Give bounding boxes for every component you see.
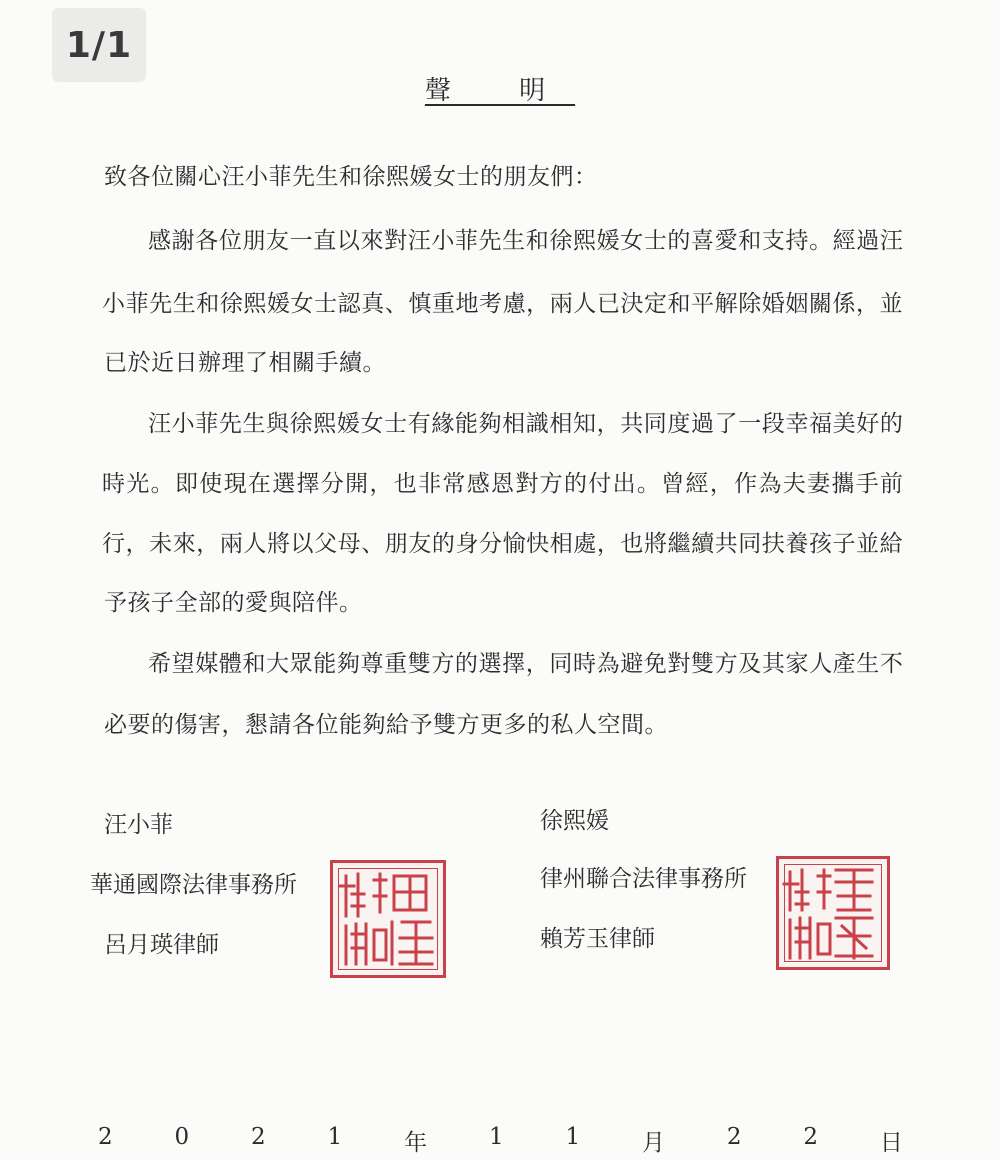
- char: 汪: [148, 411, 171, 437]
- char: 一: [738, 411, 762, 437]
- char: 扶: [761, 531, 785, 557]
- char: 現: [223, 471, 247, 497]
- char: 平: [691, 291, 715, 317]
- char: 將: [266, 531, 290, 557]
- char: 。: [636, 471, 660, 497]
- page-counter-badge: 1/1: [52, 8, 146, 82]
- char: 一: [289, 228, 313, 254]
- char: 菲: [454, 228, 478, 254]
- char: 解: [714, 291, 738, 317]
- char: 的: [431, 531, 455, 557]
- paragraph3-line1: [148, 645, 903, 678]
- char: 免: [643, 651, 667, 677]
- char: 媛: [266, 291, 290, 317]
- char: 避: [620, 651, 644, 677]
- char: 菲: [125, 291, 149, 317]
- char: 的: [879, 411, 903, 437]
- paragraph1-line2: [102, 285, 903, 318]
- char: 為: [758, 471, 782, 497]
- char: 父: [314, 531, 338, 557]
- char: 識: [525, 411, 549, 437]
- char: 了: [714, 411, 738, 437]
- char: 過: [856, 228, 880, 254]
- char: 經: [685, 471, 709, 497]
- char: ，: [526, 291, 550, 317]
- char: 開: [345, 471, 369, 497]
- char: 菲: [195, 411, 219, 437]
- char: 士: [384, 411, 408, 437]
- char: ，: [369, 471, 393, 497]
- date-char: 2: [803, 1124, 818, 1150]
- signatory-right-name: 徐熙媛: [540, 808, 609, 834]
- signatory-left-lawyer: 呂月瑛律師: [104, 932, 219, 958]
- date-char: 日: [879, 1130, 903, 1156]
- signatory-left-name: 汪小菲: [104, 812, 173, 838]
- char: 經: [832, 228, 856, 254]
- char: 持: [785, 228, 809, 254]
- char: 關: [808, 291, 832, 317]
- char: 的: [563, 471, 587, 497]
- char: 支: [761, 228, 785, 254]
- char: 對: [384, 228, 408, 254]
- char: 知: [572, 411, 596, 437]
- char: 行: [102, 531, 125, 557]
- char: 能: [313, 651, 337, 677]
- char: 分: [479, 531, 502, 557]
- signatory-left-firm: 華通國際法律事務所: [90, 872, 297, 898]
- char: 眾: [289, 651, 313, 677]
- char: 共: [714, 531, 738, 557]
- char: ，: [709, 471, 733, 497]
- char: 也: [620, 531, 644, 557]
- char: 並: [879, 291, 903, 317]
- char: 定: [643, 291, 667, 317]
- char: 同: [549, 651, 573, 677]
- paragraph2-line3: [102, 525, 903, 558]
- lawyer-seal-left: [330, 860, 446, 978]
- char: 希: [148, 651, 171, 677]
- char: 係: [832, 291, 856, 317]
- char: 媒: [195, 651, 219, 677]
- char: 對: [515, 471, 539, 497]
- char: 雙: [691, 651, 715, 677]
- char: 作: [734, 471, 758, 497]
- char: 身: [455, 531, 479, 557]
- char: 和: [667, 291, 691, 317]
- date-char: 2: [98, 1124, 113, 1150]
- char: 熙: [572, 228, 596, 254]
- char: 尊: [360, 651, 384, 677]
- date-char: 年: [404, 1130, 428, 1156]
- char: 小: [171, 411, 195, 437]
- char: 來: [172, 531, 196, 557]
- char: 體: [218, 651, 242, 677]
- char: 攜: [831, 471, 855, 497]
- char: 為: [596, 651, 620, 677]
- char: 重: [384, 651, 408, 677]
- char: ，: [125, 531, 149, 557]
- char: 媛: [336, 411, 360, 437]
- char: 處: [573, 531, 597, 557]
- char: 恩: [491, 471, 514, 497]
- salutation: 致各位關心汪小菲先生和徐熙媛女士的朋友們：: [104, 164, 598, 190]
- char: 時: [102, 471, 125, 497]
- lawyer-seal-right: [776, 856, 890, 970]
- char: 徐: [549, 228, 573, 254]
- char: 生: [856, 651, 880, 677]
- char: 決: [620, 291, 644, 317]
- char: 。: [150, 471, 174, 497]
- char: 謝: [171, 228, 195, 254]
- char: 以: [336, 228, 360, 254]
- char: 和: [242, 651, 266, 677]
- signatory-right-firm: 律州聯合法律事務所: [540, 866, 747, 892]
- char: 使: [199, 471, 223, 497]
- char: 小: [431, 228, 455, 254]
- char: 感: [466, 471, 490, 497]
- char: 女: [360, 411, 384, 437]
- date-char: 2: [251, 1124, 266, 1150]
- char: 先: [149, 291, 173, 317]
- char: 女: [620, 228, 644, 254]
- char: 續: [691, 531, 715, 557]
- char: 能: [454, 411, 478, 437]
- char: 媛: [596, 228, 620, 254]
- char: 夫: [782, 471, 806, 497]
- char: 兩: [549, 291, 573, 317]
- char: 生: [172, 291, 196, 317]
- char: 相: [502, 411, 526, 437]
- char: 緣: [431, 411, 455, 437]
- char: 人: [573, 291, 597, 317]
- char: 徐: [219, 291, 243, 317]
- document-date: [98, 1124, 903, 1158]
- char: 先: [478, 228, 502, 254]
- char: 度: [667, 411, 691, 437]
- char: 付: [588, 471, 612, 497]
- char: 方: [431, 651, 455, 677]
- char: 擇: [296, 471, 320, 497]
- char: 愉: [502, 531, 526, 557]
- char: 繼: [667, 531, 691, 557]
- char: 考: [479, 291, 502, 317]
- char: 位: [218, 228, 242, 254]
- char: ，: [856, 291, 879, 317]
- char: 及: [738, 651, 762, 677]
- char: 方: [714, 651, 738, 677]
- char: 生: [242, 411, 266, 437]
- char: 家: [785, 651, 809, 677]
- char: 女: [290, 291, 314, 317]
- char: 非: [418, 471, 442, 497]
- char: 重: [431, 291, 455, 317]
- char: 認: [337, 291, 361, 317]
- char: 除: [738, 291, 762, 317]
- date-char: 1: [488, 1124, 504, 1150]
- char: 共: [620, 411, 644, 437]
- char: 友: [408, 531, 432, 557]
- char: 也: [393, 471, 417, 497]
- char: 熙: [243, 291, 267, 317]
- char: 、: [384, 291, 408, 317]
- char: 人: [809, 651, 833, 677]
- char: 先: [218, 411, 242, 437]
- char: 有: [407, 411, 431, 437]
- char: 福: [809, 411, 833, 437]
- char: 常: [442, 471, 466, 497]
- char: 並: [856, 531, 879, 557]
- char: 以: [290, 531, 314, 557]
- paragraph1-line3: 已於近日辦理了相關手續。: [104, 350, 386, 376]
- paragraph1-line1: [148, 222, 903, 255]
- char: 婚: [761, 291, 785, 317]
- paragraph2-line1: [148, 405, 903, 438]
- char: 的: [454, 651, 478, 677]
- char: 光: [126, 471, 150, 497]
- char: 分: [320, 471, 344, 497]
- char: 望: [171, 651, 195, 677]
- char: 愛: [714, 228, 738, 254]
- char: 同: [738, 531, 762, 557]
- char: 擇: [502, 651, 526, 677]
- char: 孩: [808, 531, 832, 557]
- char: 妻: [807, 471, 831, 497]
- char: 段: [761, 411, 785, 437]
- paragraph2-line4: 予孩子全部的愛與陪伴。: [104, 590, 363, 616]
- char: 人: [243, 531, 267, 557]
- char: 朋: [242, 228, 266, 254]
- char: 小: [102, 291, 125, 317]
- char: 出: [612, 471, 636, 497]
- char: 熙: [313, 411, 337, 437]
- char: 母: [337, 531, 361, 557]
- char: 士: [643, 228, 667, 254]
- char: 來: [360, 228, 384, 254]
- char: 在: [247, 471, 271, 497]
- char: 、: [361, 531, 385, 557]
- char: 慮: [502, 291, 526, 317]
- char: 士: [314, 291, 338, 317]
- char: 感: [148, 228, 171, 254]
- char: 喜: [691, 228, 715, 254]
- char: 友: [266, 228, 290, 254]
- seal-glyphs-left-icon: [330, 860, 446, 978]
- char: 與: [266, 411, 290, 437]
- char: 直: [313, 228, 337, 254]
- char: 養: [785, 531, 809, 557]
- char: 產: [832, 651, 856, 677]
- char: 未: [149, 531, 173, 557]
- char: 夠: [336, 651, 360, 677]
- char: 即: [174, 471, 198, 497]
- char: 和: [738, 228, 762, 254]
- char: 的: [667, 228, 691, 254]
- char: 前: [880, 471, 903, 497]
- char: ，: [596, 531, 620, 557]
- paragraph3-line2: 必要的傷害，懇請各位能夠給予雙方更多的私人空間。: [104, 712, 668, 738]
- date-char: 月: [641, 1130, 665, 1156]
- char: 過: [691, 411, 715, 437]
- char: 幸: [785, 411, 809, 437]
- char: 兩: [219, 531, 243, 557]
- char: 大: [266, 651, 290, 677]
- char: ，: [525, 651, 549, 677]
- char: 慎: [408, 291, 432, 317]
- char: 手: [855, 471, 879, 497]
- date-char: 1: [565, 1124, 581, 1150]
- char: 和: [196, 291, 220, 317]
- char: ，: [596, 411, 620, 437]
- char: 選: [272, 471, 296, 497]
- date-char: 1: [327, 1124, 343, 1150]
- char: 相: [549, 531, 573, 557]
- char: 各: [195, 228, 219, 254]
- paragraph2-line2: [102, 465, 903, 498]
- date-char: 0: [174, 1124, 190, 1150]
- char: 選: [478, 651, 502, 677]
- signatory-right-lawyer: 賴芳玉律師: [540, 926, 655, 952]
- char: 同: [643, 411, 667, 437]
- char: 真: [361, 291, 385, 317]
- char: 將: [643, 531, 667, 557]
- char: 地: [455, 291, 479, 317]
- char: 生: [502, 228, 526, 254]
- char: 姻: [785, 291, 809, 317]
- char: 夠: [478, 411, 502, 437]
- char: 相: [549, 411, 573, 437]
- char: 子: [832, 531, 856, 557]
- seal-glyphs-right-icon: [776, 856, 890, 970]
- char: 好: [856, 411, 880, 437]
- char: 美: [832, 411, 856, 437]
- char: 雙: [407, 651, 431, 677]
- char: 。: [809, 228, 833, 254]
- char: 和: [525, 228, 549, 254]
- char: 給: [879, 531, 903, 557]
- char: 時: [572, 651, 596, 677]
- char: 徐: [289, 411, 313, 437]
- char: ，: [196, 531, 220, 557]
- char: 快: [526, 531, 550, 557]
- char: 方: [539, 471, 563, 497]
- char: 曾: [661, 471, 685, 497]
- char: 朋: [384, 531, 408, 557]
- char: 已: [596, 291, 620, 317]
- date-char: 2: [726, 1124, 742, 1150]
- char: 汪: [407, 228, 431, 254]
- char: 其: [761, 651, 785, 677]
- char: 對: [667, 651, 691, 677]
- char: 不: [879, 651, 903, 677]
- document-title: 聲 明: [424, 76, 576, 106]
- char: 汪: [879, 228, 903, 254]
